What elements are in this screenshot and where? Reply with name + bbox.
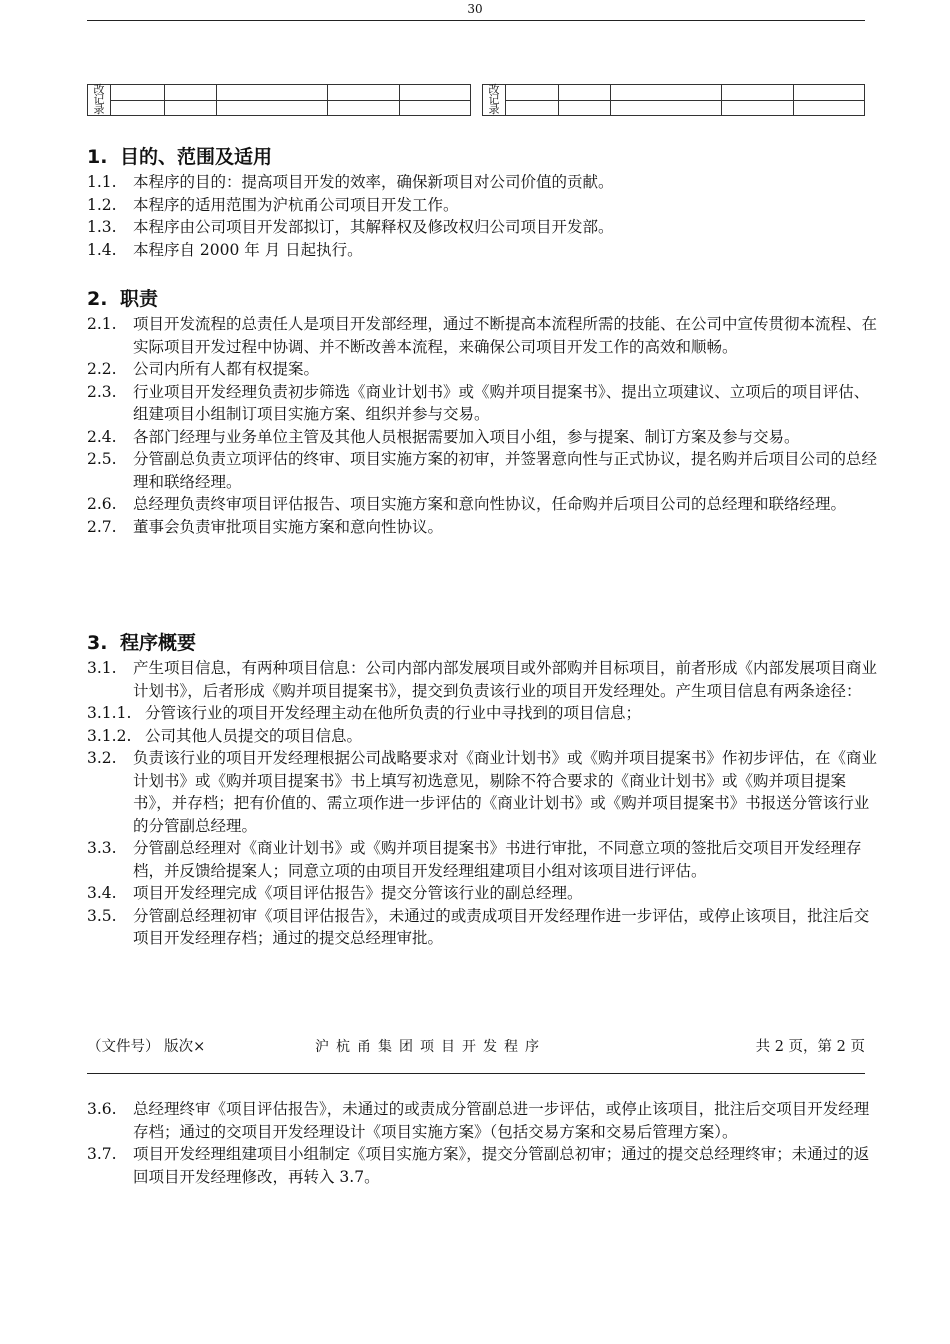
list-item: 3.1.1. 分管该行业的项目开发经理主动在他所负责的行业中寻找到的项目信息； bbox=[87, 704, 642, 722]
footer-doc-info: （文件号） 版次× bbox=[87, 1039, 206, 1055]
revision-record-label: 改 记 录 bbox=[483, 85, 506, 116]
section-heading: 1. 目的、范围及适用 bbox=[87, 146, 273, 168]
footer-page-count: 共 2 页，第 2 页 bbox=[755, 1039, 865, 1055]
list-item: 2.6. 总经理负责终审项目评估报告、项目实施方案和意向性协议，任命购并后项目公司的总经理和联络经理。 bbox=[87, 495, 847, 513]
list-item: 2.7. 董事会负责审批项目实施方案和意向性协议。 bbox=[87, 517, 444, 536]
page-number: 30 bbox=[467, 2, 483, 16]
list-item: 3.3. 分管副总经理对《商业计划书》或《购并项目提案书》书进行审批，不同意立项的签批后交项目开发经理存档，并反馈给提案人；同意立项的由项目开发经理组建项目小组对该项目进行评估。 bbox=[87, 839, 862, 880]
footer-doc-title: 沪杭甬集团项目开发程序 bbox=[315, 1039, 546, 1055]
revision-record-label: 改 记 录 bbox=[88, 85, 111, 116]
section-purpose-scope bbox=[87, 143, 877, 261]
section-heading: 2. 职责 bbox=[87, 288, 159, 310]
list-item: 3.2. 负责该行业的项目开发经理根据公司战略要求对《商业计划书》或《购并项目提案书》作初步评估，在《商业计划书》或《购并项目提案书》书上填写初选意见，剔除不符合要求的《商业计划书》或《购并项目提案书》，并存档；把有价值的、需立项作进一步评估的《商业计划书》或《购并项目提案书》书报送分管该行业的分管副总经理。 bbox=[87, 749, 878, 835]
list-item: 3.5. 分管副总经理初审《项目评估报告》，未通过的或责成项目开发经理作进一步评估，或停止该项目，批注后交项目开发经理存档；通过的提交总经理审批。 bbox=[87, 906, 870, 947]
list-item: 3.4. 项目开发经理完成《项目评估报告》提交分管该行业的副总经理。 bbox=[87, 884, 583, 902]
list-item: 1.3. 本程序由公司项目开发部拟订，其解释权及修改权归公司项目开发部。 bbox=[87, 218, 614, 236]
revision-record-table-left bbox=[87, 84, 471, 116]
list-item: 3.1.2. 公司其他人员提交的项目信息。 bbox=[87, 726, 363, 745]
list-item: 2.1. 项目开发流程的总责任人是项目开发部经理，通过不断提高本流程所需的技能、在公司中宣传贯彻本流程、在实际项目开发过程中协调、并不断改善本流程，来确保公司项目开发工作的高效和顺畅。 bbox=[87, 315, 878, 356]
section-heading: 3. 程序概要 bbox=[87, 632, 197, 654]
header-rule bbox=[87, 20, 865, 21]
list-item: 3.7. 项目开发经理组建项目小组制定《项目实施方案》，提交分管副总初审；通过的提交总经理终审；未通过的返回项目开发经理修改，再转入 3.7。 bbox=[87, 1145, 870, 1186]
revision-record-table-right bbox=[482, 84, 865, 116]
section-procedure-continued bbox=[87, 1098, 877, 1188]
footer-rule bbox=[87, 1073, 865, 1074]
section-procedure-overview bbox=[87, 629, 877, 950]
list-item: 2.2. 公司内所有人都有权提案。 bbox=[87, 360, 320, 378]
section-responsibilities bbox=[87, 285, 877, 538]
list-item: 2.3. 行业项目开发经理负责初步筛选《商业计划书》或《购并项目提案书》、提出立项建议、立项后的项目评估、组建项目小组制订项目实施方案、组织并参与交易。 bbox=[87, 382, 870, 423]
list-item: 2.5. 分管副总负责立项评估的终审、项目实施方案的初审，并签署意向性与正式协议，提名购并后项目公司的总经理和联络经理。 bbox=[87, 450, 878, 491]
list-item: 2.4. 各部门经理与业务单位主管及其他人员根据需要加入项目小组，参与提案、制订方案及参与交易。 bbox=[87, 427, 800, 446]
list-item: 1.1. 本程序的目的：提高项目开发的效率，确保新项目对公司价值的贡献。 bbox=[87, 173, 614, 191]
list-item: 3.1. 产生项目信息，有两种项目信息：公司内部内部发展项目或外部购并目标项目，前者形成《内部发展项目商业计划书》，后者形成《购并项目提案书》，提交到负责该行业的项目开发经理处。产生项目信息有两条途径： bbox=[87, 659, 878, 700]
list-item: 1.2. 本程序的适用范围为沪杭甬公司项目开发工作。 bbox=[87, 195, 459, 214]
list-item: 3.6. 总经理终审《项目评估报告》，未通过的或责成分管副总进一步评估，或停止该项目，批注后交项目开发经理存档；通过的交项目开发经理设计《项目实施方案》（包括交易方案和交易后管理方案）。 bbox=[87, 1100, 870, 1141]
list-item: 1.4. 本程序自 2000 年 月 日起执行。 bbox=[87, 240, 363, 259]
